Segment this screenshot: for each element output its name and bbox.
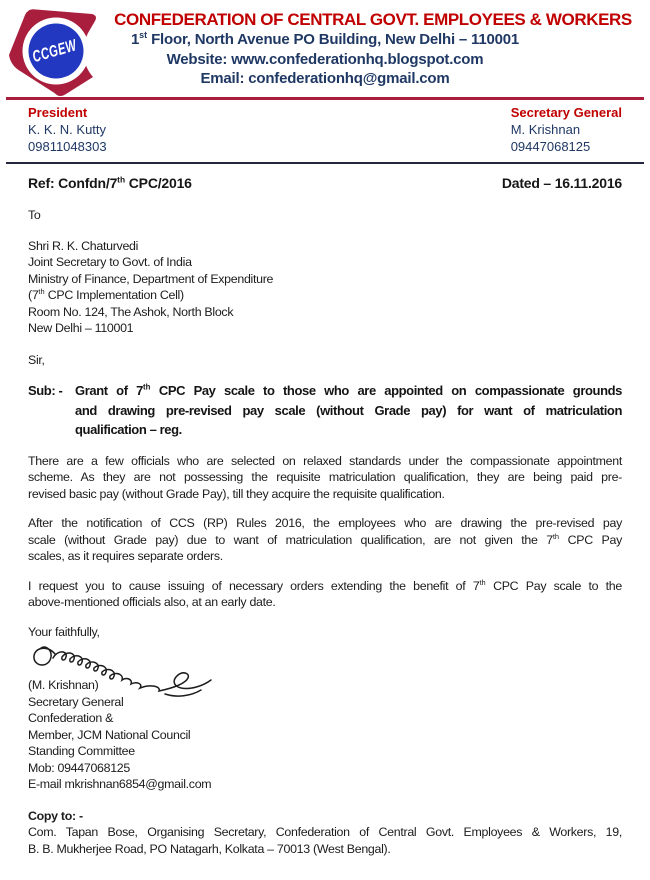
closing-line: Your faithfully, [28, 624, 100, 639]
signature-scribble [25, 640, 225, 704]
dated-label: Dated – 16.11.2016 [501, 175, 622, 191]
body-paragraph-2: After the notification of CCS (RP) Rules 2016, the employees who are drawing the pre-revised pay scale (without Grade pay) due to want of matriculation qualification, are not given the 7th CPC Pay scales, as it requires separate orders. [28, 516, 623, 563]
recipient-address: Shri R. K. Chaturvedi Joint Secretary to Govt. of India Ministry of Finance, Department of Expenditure (7th CPC Implementation Cell) Room No. 124, The Ashok, North Block New Delhi – 110001 [28, 238, 274, 335]
org-logo [6, 4, 98, 96]
secretary-general-phone: 09447068125 [510, 139, 591, 154]
to-label: To [28, 208, 41, 222]
president-name: K. K. N. Kutty [28, 122, 107, 137]
president-label: President [28, 105, 88, 120]
letter-body [0, 207, 650, 857]
officers-row [0, 100, 650, 155]
salutation: Sir, [28, 352, 45, 367]
copy-to-label: Copy to: - [28, 808, 83, 823]
body-paragraph-3: I request you to cause issuing of necessary orders extending the benefit of 7th CPC Pay scale to the above-mentioned officials also, at an early date. [28, 577, 622, 609]
signature-area [28, 643, 622, 677]
secretary-general-label: Secretary General [510, 105, 622, 120]
president-phone: 09811048303 [28, 139, 107, 154]
ref-number: Ref: Confdn/7th CPC/2016 [28, 174, 192, 191]
org-email-line: Email: confederationhq@gmail.com [200, 70, 450, 87]
org-address-line: 1st Floor, North Avenue PO Building, New Delhi – 110001 [130, 30, 520, 48]
president-block [28, 104, 107, 155]
org-title: CONFEDERATION OF CENTRAL GOVT. EMPLOYEES & WORKERS [114, 10, 632, 29]
ref-row [0, 164, 650, 191]
letterhead [0, 0, 650, 94]
signatory-block: (M. Krishnan) Secretary General Confederation & Member, JCM National Council Standing Committee Mob: 09447068125 E-mail mkrishnan6854@gmail.com [28, 678, 212, 791]
copy-to-section [28, 808, 622, 858]
copy-to-text: Com. Tapan Bose, Organising Secretary, Confederation of Central Govt. Employees & Workers, 19, B. B. Mukherjee Road, PO Natagarh, Kolkata – 70013 (West Bengal). [28, 825, 622, 856]
body-paragraph-1: There are a few officials who are selected on relaxed standards under the compassionate appointment scheme. As they are not possessing the requisite matriculation qualification, they are being paid pre- revised basic pay (without Grade Pay), till they acquire the requisite qualification. [28, 453, 622, 501]
subject-row [28, 381, 622, 440]
org-website-line: Website: www.confederationhq.blogspot.com [166, 50, 484, 68]
secretary-general-name: M. Krishnan [510, 122, 581, 137]
secretary-general-block [511, 104, 622, 155]
subject-text: Grant of 7th CPC Pay scale to those who are appointed on compassionate grounds and drawing pre-revised pay scale (without Grade pay) for want of matriculation qualification – reg. [75, 382, 622, 437]
logo-text: CCGEW [30, 35, 79, 66]
subject-label: Sub: - [28, 383, 63, 398]
